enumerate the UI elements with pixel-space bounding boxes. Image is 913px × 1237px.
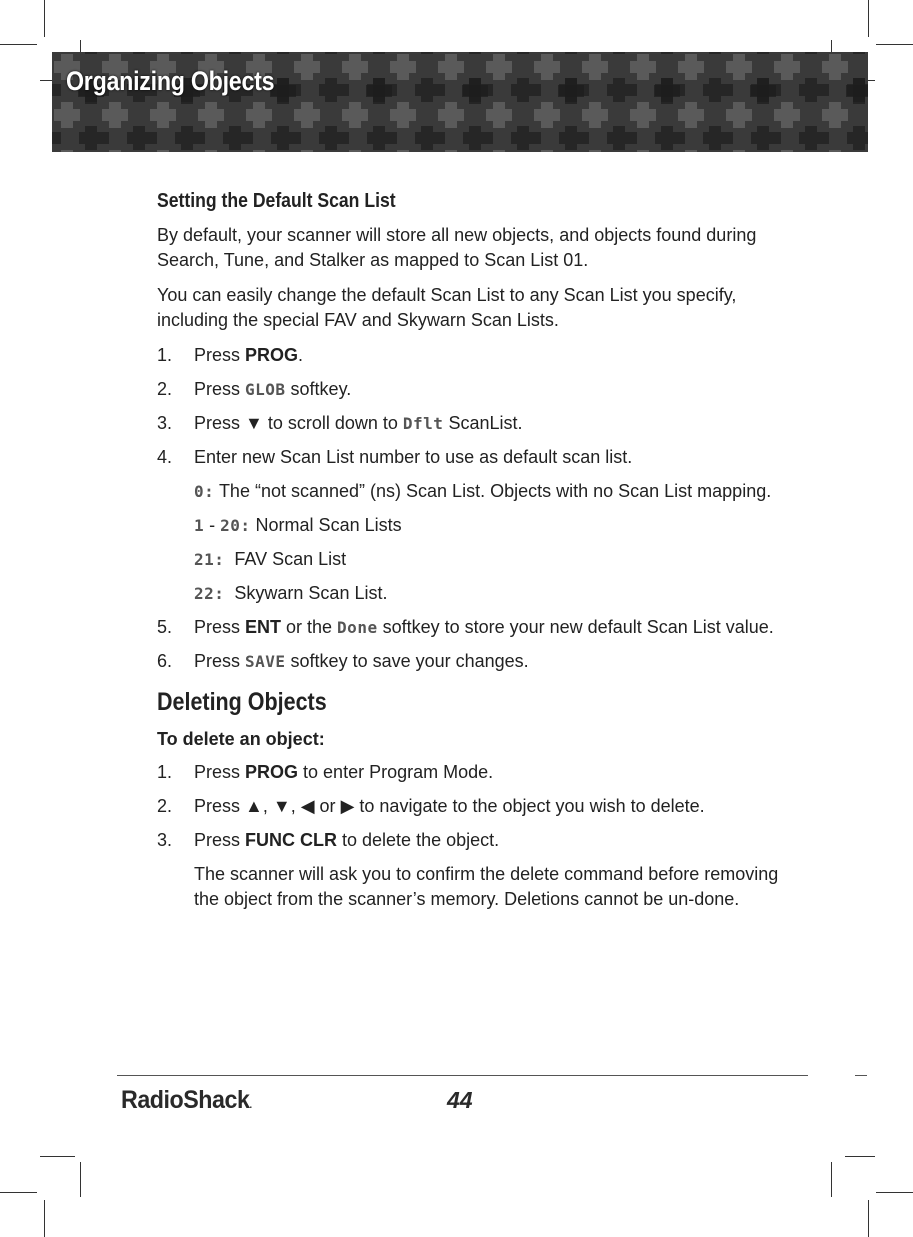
up-arrow-icon: ▲ bbox=[245, 796, 263, 816]
crop-mark bbox=[876, 44, 913, 45]
option-item: 1 - 20: Normal Scan Lists bbox=[194, 515, 402, 535]
procedure-label: To delete an object: bbox=[157, 729, 325, 749]
key-label: PROG bbox=[245, 345, 299, 365]
list-item: 2. Press GLOB softkey. bbox=[157, 379, 352, 399]
list-item: 6. Press SAVE softkey to save your changes. bbox=[157, 651, 529, 671]
key-label: FUNC CLR bbox=[245, 830, 338, 850]
note-paragraph: The scanner will ask you to confirm the delete command before removing the object from the scanner’s memory. Deletions cannot be un-done. bbox=[194, 864, 779, 909]
option-item: 0: The “not scanned” (ns) Scan List. Objects with no Scan List mapping. bbox=[194, 481, 772, 501]
section-heading: Deleting Objects bbox=[157, 688, 327, 716]
key-label: ENT bbox=[245, 617, 282, 637]
paragraph: By default, your scanner will store all new objects, and objects found during Search, Tune, and Stalker as mapped to Scan List 01. bbox=[157, 225, 757, 270]
lcd-text: GLOB bbox=[245, 380, 286, 399]
key-label: PROG bbox=[245, 762, 299, 782]
crop-mark bbox=[0, 44, 37, 45]
brand-logo: RadioShack. bbox=[121, 1086, 252, 1114]
lcd-text: SAVE bbox=[245, 652, 286, 671]
crop-mark bbox=[44, 1200, 45, 1237]
left-arrow-icon: ◀ bbox=[300, 796, 315, 816]
list-item: 4. Enter new Scan List number to use as default scan list. bbox=[157, 447, 633, 467]
crop-mark bbox=[40, 1156, 75, 1157]
down-arrow-icon: ▼ bbox=[272, 796, 291, 816]
list-item: 2. Press ▲, ▼, ◀ or ▶ to navigate to the object you wish to delete. bbox=[157, 796, 705, 816]
crop-mark bbox=[44, 0, 45, 37]
list-item: 1. Press PROG. bbox=[157, 345, 304, 365]
crop-mark bbox=[868, 1200, 869, 1237]
lcd-text: Done bbox=[337, 618, 378, 637]
list-item: 3. Press ▼ to scroll down to Dflt ScanList. bbox=[157, 413, 523, 433]
crop-mark bbox=[855, 1075, 867, 1076]
page-number: 44 bbox=[447, 1087, 473, 1113]
list-item: 1. Press PROG to enter Program Mode. bbox=[157, 762, 494, 782]
section-heading: Setting the Default Scan List bbox=[157, 190, 396, 212]
page-title: Organizing Objects bbox=[66, 66, 275, 96]
lcd-text: Dflt bbox=[402, 414, 444, 433]
crop-mark bbox=[845, 1156, 875, 1157]
page-content bbox=[157, 190, 807, 921]
list-item: 5. Press ENT or the Done softkey to store your new default Scan List value. bbox=[157, 617, 774, 637]
list-item: 3. Press FUNC CLR to delete the object. bbox=[157, 830, 500, 850]
option-item: 22: Skywarn Scan List. bbox=[194, 583, 388, 603]
right-arrow-icon: ▶ bbox=[340, 796, 355, 816]
footer-divider bbox=[117, 1075, 808, 1076]
crop-mark bbox=[868, 0, 869, 37]
option-item: 21: FAV Scan List bbox=[194, 549, 347, 569]
crop-mark bbox=[80, 1162, 81, 1197]
crop-mark bbox=[0, 1192, 37, 1193]
crop-mark bbox=[831, 1162, 832, 1197]
down-arrow-icon: ▼ bbox=[245, 413, 263, 433]
crop-mark bbox=[876, 1192, 913, 1193]
paragraph: You can easily change the default Scan List to any Scan List you specify, including the special FAV and Skywarn Scan Lists. bbox=[157, 285, 737, 330]
